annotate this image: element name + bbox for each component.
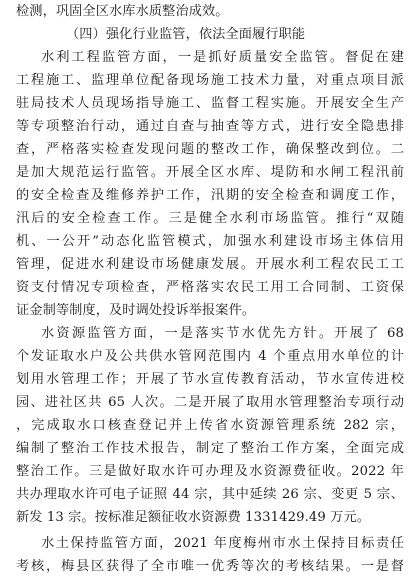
paragraph-line: 检测，巩固全区水库水质整治成效。 [16, 4, 229, 19]
paragraph-line: 园、进社区共 65 人次。二是开展了取用水管理整治专项行动 [16, 395, 404, 410]
paragraph-line: 汛后的安全检查工作。三是健全水利市场监管。推行“双随 [16, 211, 404, 226]
paragraph-line: 驻局技术人员现场指导施工、监督工程实施。开展安全生产 [16, 96, 404, 111]
section-heading: （四）强化行业监管，依法全面履行职能 [66, 27, 306, 42]
paragraph-line: 新发 13 宗。按标准足额征收水资源费 1331429.49 万元。 [16, 510, 371, 525]
paragraph-line: 等专项整治行动，通过自查与抽查等方式，进行安全隐患排 [16, 119, 404, 134]
paragraph-line: 机、一公开”动态化监管模式，加强水利建设市场主体信用 [16, 234, 404, 249]
paragraph-line: ，完成取水口核查登记并上传省水资源管理系统 282 宗， [16, 418, 404, 433]
paragraph-line: 是加大规范运行监管。开展全区水库、堤防和水闸工程汛前 [16, 165, 404, 180]
paragraph-line: 资支付情况专项检查，严格落实农民工用工合同制、工资保 [16, 280, 404, 295]
paragraph-line: 工程施工、监理单位配备现场施工技术力量，对重点项目派 [16, 73, 404, 88]
paragraph-line: 水利工程监管方面，一是抓好质量安全监管。督促在建 [41, 50, 404, 65]
paragraph-line: 共办理取水许可电子证照 44 宗，其中延续 26 宗、变更 5 宗、 [16, 487, 404, 502]
paragraph-line: 水资源监管方面，一是落实节水优先方针。开展了 68 [41, 326, 404, 341]
paragraph-line: 证金制等制度，及时调处投诉举报案件。 [16, 303, 256, 318]
paragraph-line: 编制了整治工作技术报告，制定了整治工作方案，全面完成 [16, 441, 404, 456]
paragraph-line: 水土保持监管方面，2021 年度梅州市水土保持目标责任 [41, 536, 404, 551]
paragraph-line: 划用水管理工作；开展了节水宣传教育活动，节水宣传进校 [16, 372, 404, 387]
paragraph-line: 考核，梅县区获得了全市唯一优秀等次的考核结果。一是督 [16, 559, 404, 574]
paragraph-line: 管理，促进水利建设市场健康发展。开展水利工程农民工工 [16, 257, 404, 272]
paragraph-line: 个发证取水户及公共供水管网范围内 4 个重点用水单位的计 [16, 349, 404, 364]
paragraph-line: 的安全检查及维修养护工作，汛期的安全检查和调度工作， [16, 188, 404, 203]
paragraph-line: 整治工作。三是做好取水许可办理及水资源费征收。2022 年 [16, 464, 404, 479]
paragraph-line: 查，严格落实检查发现问题的整改工作，确保整改到位。二 [16, 142, 404, 157]
